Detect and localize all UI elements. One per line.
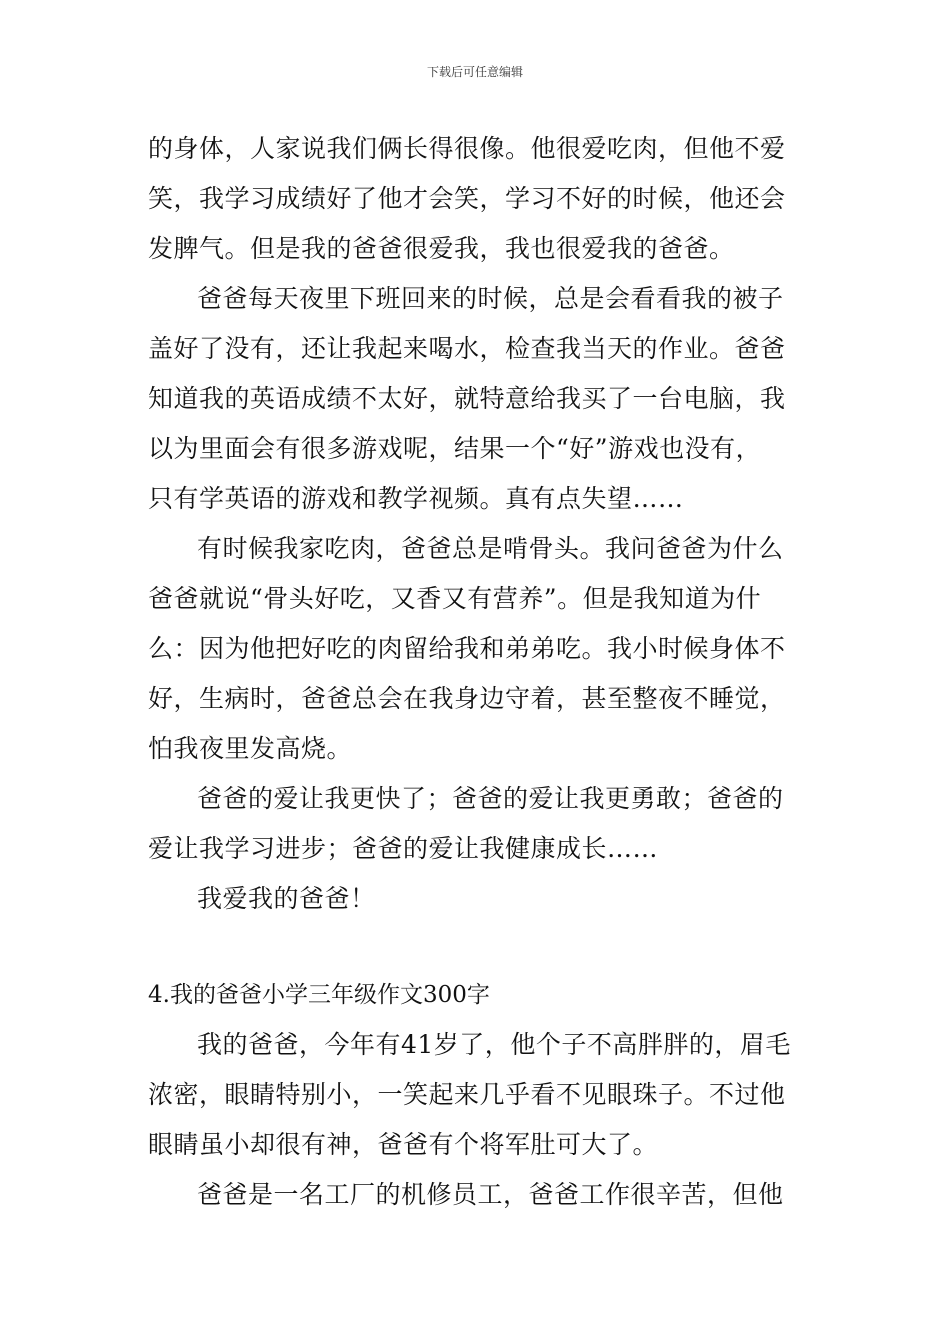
header-note: 下载后可任意编辑 <box>426 65 523 79</box>
text-line: 盖好了没有，还让我起来喝水，检查我当天的作业。爸爸 <box>148 334 786 363</box>
text-line: 只有学英语的游戏和教学视频。真有点失望…… <box>148 484 684 513</box>
paragraph <box>148 1170 808 1220</box>
text-line: 怕我夜里发高烧。 <box>148 734 353 763</box>
text-line: 我的爸爸，今年有41岁了，他个子不高胖胖的，眉毛 <box>197 1030 791 1059</box>
paragraph <box>148 774 808 874</box>
text-line: 爸爸每天夜里下班回来的时候，总是会看看我的被子 <box>197 284 784 313</box>
paragraph <box>148 274 808 524</box>
text-line: 的身体，人家说我们俩长得很像。他很爱吃肉，但他不爱 <box>148 134 786 163</box>
text-line: 有时候我家吃肉，爸爸总是啃骨头。我问爸爸为什么 <box>197 534 784 563</box>
text-line: 爸爸是一名工厂的机修员工，爸爸工作很辛苦，但他 <box>197 1180 784 1209</box>
text-line: 发脾气。但是我的爸爸很爱我，我也很爱我的爸爸。 <box>148 234 735 263</box>
text-line: 笑，我学习成绩好了他才会笑，学习不好的时候，他还会 <box>148 184 786 213</box>
paragraph <box>148 1020 808 1170</box>
text-line: 么：因为他把好吃的肉留给我和弟弟吃。我小时候身体不 <box>148 634 786 663</box>
text-line: 以为里面会有很多游戏呢，结果一个“好”游戏也没有， <box>148 434 762 463</box>
document-body <box>148 124 808 1220</box>
text-line: 好，生病时，爸爸总会在我身边守着，甚至整夜不睡觉， <box>148 684 786 713</box>
text-line: 我爱我的爸爸！ <box>197 884 376 913</box>
text-line: 爸爸的爱让我更快了；爸爸的爱让我更勇敢；爸爸的 <box>197 784 784 813</box>
paragraph <box>148 524 808 774</box>
text-line: 爸爸就说“骨头好吃，又香又有营养”。但是我知道为什 <box>148 584 762 613</box>
section-title: 4.我的爸爸小学三年级作文300字 <box>148 982 490 1008</box>
paragraph <box>148 124 808 274</box>
paragraph <box>148 874 808 924</box>
section-spacer <box>148 924 808 970</box>
text-line: 知道我的英语成绩不太好，就特意给我买了一台电脑，我 <box>148 384 786 413</box>
text-line: 眼睛虽小却很有神，爸爸有个将军肚可大了。 <box>148 1130 659 1159</box>
text-line: 浓密，眼睛特别小，一笑起来几乎看不见眼珠子。不过他 <box>148 1080 786 1109</box>
text-line: 爱让我学习进步；爸爸的爱让我健康成长…… <box>148 834 659 863</box>
